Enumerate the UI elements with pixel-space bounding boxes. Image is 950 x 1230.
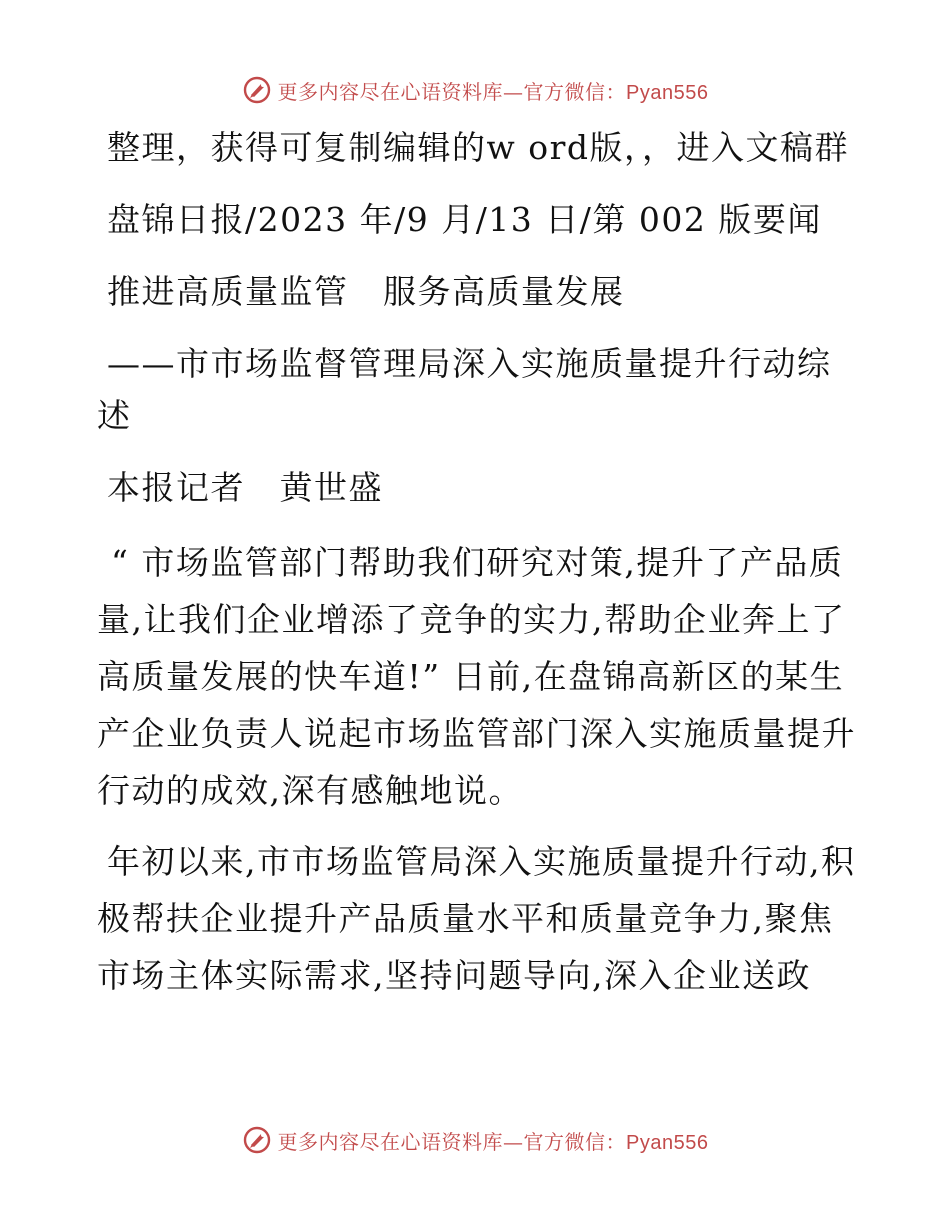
document-body [97, 122, 857, 1018]
byline: 本报记者 黄世盛 [107, 468, 383, 507]
pen-nib-seal-icon [242, 1125, 272, 1155]
header-watermark [0, 70, 950, 110]
watermark-text: 更多内容尽在心语资料库—官方微信：Pyan556 [277, 79, 709, 104]
article-subheadline: ——市市场监督管理局深入实施质量提升行动综述 [97, 344, 832, 435]
watermark-text: 更多内容尽在心语资料库—官方微信：Pyan556 [277, 1129, 709, 1154]
paragraph-1: “ 市场监管部门帮助我们研究对策,提升了产品质量,让我们企业增添了竞争的实力,帮助企业奔上了高质量发展的快车道!” 日前,在盘锦高新区的某生产企业负责人说起市场监管部门深入实施质量提升行动的成效,深有感触地说。 [97, 543, 856, 810]
watermark-wechat-id: Pyan556 [626, 81, 709, 104]
article-headline: 推进高质量监管 服务高质量发展 [107, 272, 625, 311]
intro-text: 整理，获得可复制编辑的w ord版，，进入文稿群 [107, 128, 850, 167]
source-line: 盘锦日报/2023 年/9 月/13 日/第 002 版要闻 [107, 200, 822, 239]
paragraph-2: 年初以来,市市场监管局深入实施质量提升行动,积极帮扶企业提升产品质量水平和质量竞争力,聚焦市场主体实际需求,坚持问题导向,深入企业送政 [97, 842, 856, 995]
pen-nib-seal-icon [242, 75, 272, 105]
watermark-wechat-id: Pyan556 [626, 1131, 709, 1154]
footer-watermark [0, 1120, 950, 1160]
